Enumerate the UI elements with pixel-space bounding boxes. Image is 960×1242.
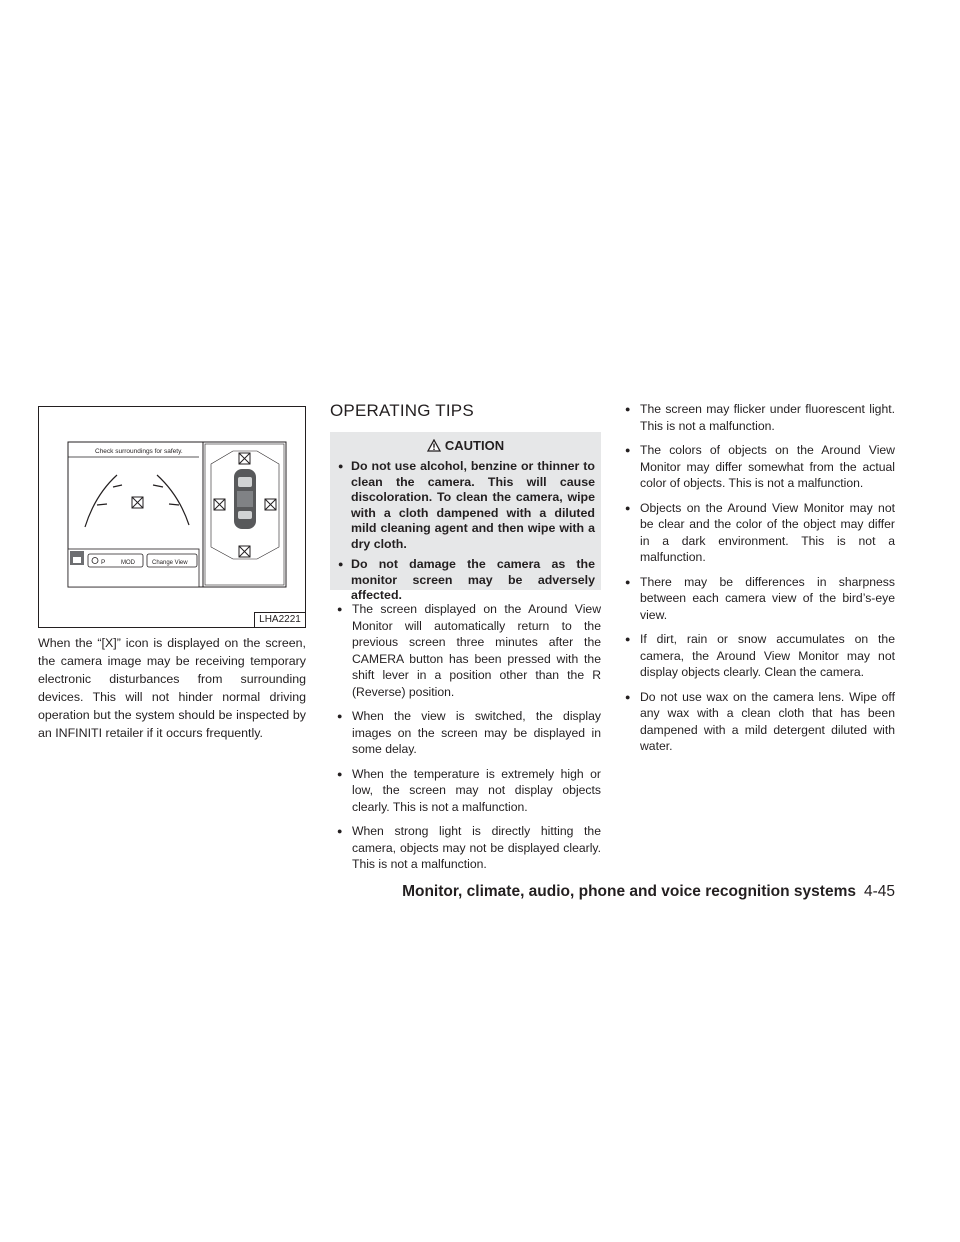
svg-text:P: P xyxy=(101,559,106,566)
camera-screen-illustration xyxy=(38,406,306,628)
camera-icon xyxy=(70,551,84,565)
change-view-label: Change View xyxy=(152,560,188,566)
mod-label: MOD xyxy=(121,560,135,566)
vehicle-icon xyxy=(234,469,256,529)
caution-list xyxy=(338,459,595,609)
caution-heading xyxy=(330,438,601,455)
page-footer xyxy=(402,883,895,901)
tip-item: ● The screen may flicker under fluorescent light. This is not a malfunction. xyxy=(625,401,895,434)
tip-item: ● There may be differences in sharpness between each camera view of the bird’s-eye view. xyxy=(625,574,895,624)
caution-item: ● Do not damage the camera as the monitor screen may be adversely affected. xyxy=(338,557,595,604)
warning-triangle-icon xyxy=(427,439,441,455)
caution-box xyxy=(330,432,601,602)
tip-item: ● When the view is switched, the display images on the screen may be displayed in some delay. xyxy=(337,708,601,758)
around-view-monitor-drawing xyxy=(39,407,305,627)
disturbance-x-icon xyxy=(132,497,143,508)
tip-item: ● When the temperature is extremely high or low, the screen may not display objects clearly. This is not a malfunction. xyxy=(337,766,601,816)
tip-item: ● When strong light is directly hitting the camera, objects may not be displayed clearly. This is not a malfunction. xyxy=(337,823,601,873)
tip-item: ● The colors of objects on the Around View Monitor may differ somewhat from the actual color of objects. This is not a malfunction. xyxy=(625,442,895,492)
caution-item: ● Do not use alcohol, benzine or thinner to clean the camera. This will cause discoloration. To clean the camera, wipe with a cloth dampened with a diluted mild cleaning agent and then wipe with a dry cloth. xyxy=(338,459,595,552)
chapter-title: Monitor, climate, audio, phone and voice recognition systems xyxy=(402,883,856,900)
tips-list-column-3 xyxy=(625,401,895,763)
figure-code: LHA2221 xyxy=(254,612,305,627)
page-number: 4-45 xyxy=(863,883,895,900)
tip-item: ● If dirt, rain or snow accumulates on the camera, the Around View Monitor may not display objects clearly. Clean the camera. xyxy=(625,631,895,681)
tip-item: ● Do not use wax on the camera lens. Wipe off any wax with a clean cloth that has been dampened with a mild detergent diluted with water. xyxy=(625,689,895,755)
section-title: OPERATING TIPS xyxy=(330,401,474,420)
caution-title: CAUTION xyxy=(444,438,505,453)
intro-paragraph: When the “[X]” icon is displayed on the screen, the camera image may be receiving temporary electronic disturbances from surrounding devices. This will not hinder normal driving operation but the system should be inspected by an INFINITI retailer if it occurs frequently. xyxy=(38,636,306,740)
tip-item: ● Objects on the Around View Monitor may not be clear and the color of the object may differ in a dark environment. This is not a malfunction. xyxy=(625,500,895,566)
tips-list-column-2 xyxy=(337,601,601,881)
screen-message: Check surroundings for safety. xyxy=(95,448,183,455)
tip-item: ● The screen displayed on the Around View Monitor will automatically return to the previous screen three minutes after the CAMERA button has been pressed with the shift lever in a position other than the R (Reverse) position. xyxy=(337,601,601,700)
